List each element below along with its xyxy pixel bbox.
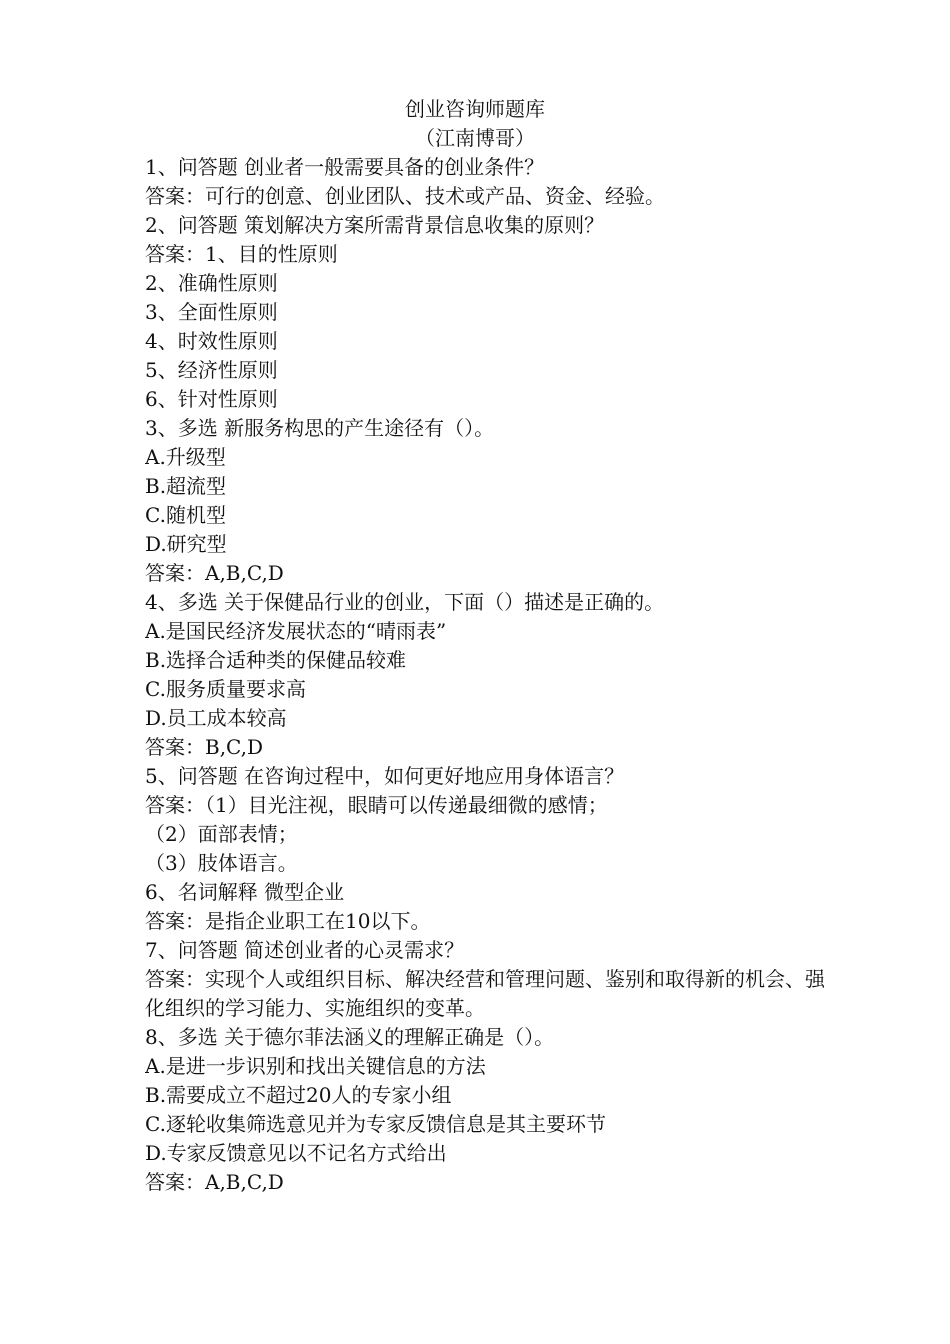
question-6: 6、名词解释 微型企业 [145, 880, 345, 904]
answer-2-item: 4、时效性原则 [145, 329, 278, 353]
option-a: A.是国民经济发展状态的“晴雨表” [145, 619, 447, 643]
answer-2-item: 2、准确性原则 [145, 271, 278, 295]
option-c: C.服务质量要求高 [145, 677, 306, 701]
answer-2-item: 3、全面性原则 [145, 300, 278, 324]
answer-5-item: （2）面部表情； [145, 822, 298, 846]
answer-3: 答案：A,B,C,D [145, 561, 284, 585]
document-subtitle: （江南博哥） [415, 126, 535, 150]
answer-5: 答案：（1）目光注视，眼睛可以传递最细微的感情； [145, 793, 608, 817]
question-2: 2、问答题 策划解决方案所需背景信息收集的原则？ [145, 213, 605, 237]
document-body [145, 153, 825, 1197]
answer-2-item: 6、针对性原则 [145, 387, 278, 411]
answer-5-item: （3）肢体语言。 [145, 851, 298, 875]
option-d: D.员工成本较高 [145, 706, 287, 730]
answer-4: 答案：B,C,D [145, 735, 264, 759]
answer-7: 答案：实现个人或组织目标、解决经营和管理问题、鉴别和取得新的机会、强化组织的学习能力、实施组织的变革。 [145, 967, 825, 1020]
document-title: 创业咨询师题库 [405, 97, 545, 121]
question-7: 7、问答题 简述创业者的心灵需求？ [145, 938, 465, 962]
answer-2-item: 5、经济性原则 [145, 358, 278, 382]
option-b: B.需要成立不超过20人的专家小组 [145, 1083, 452, 1107]
question-3: 3、多选 新服务构思的产生途径有（）。 [145, 416, 495, 440]
question-1: 1、问答题 创业者一般需要具备的创业条件？ [145, 155, 545, 179]
option-c: C.逐轮收集筛选意见并为专家反馈信息是其主要环节 [145, 1112, 606, 1136]
answer-6: 答案：是指企业职工在10以下。 [145, 909, 431, 933]
answer-2-item: 答案：1、目的性原则 [145, 242, 338, 266]
answer-8: 答案：A,B,C,D [145, 1170, 284, 1194]
option-a: A.升级型 [145, 445, 226, 469]
answer-1: 答案：可行的创意、创业团队、技术或产品、资金、经验。 [145, 184, 665, 208]
option-b: B.超流型 [145, 474, 227, 498]
question-5: 5、问答题 在咨询过程中，如何更好地应用身体语言？ [145, 764, 625, 788]
question-4: 4、多选 关于保健品行业的创业，下面（）描述是正确的。 [145, 590, 665, 614]
question-8: 8、多选 关于德尔菲法涵义的理解正确是（）。 [145, 1025, 555, 1049]
option-a: A.是进一步识别和找出关键信息的方法 [145, 1054, 486, 1078]
option-d: D.专家反馈意见以不记名方式给出 [145, 1141, 447, 1165]
option-d: D.研究型 [145, 532, 227, 556]
option-b: B.选择合适种类的保健品较难 [145, 648, 407, 672]
option-c: C.随机型 [145, 503, 226, 527]
